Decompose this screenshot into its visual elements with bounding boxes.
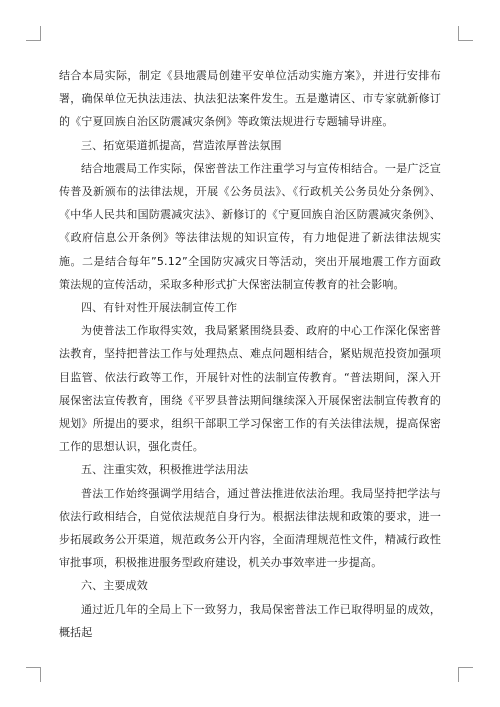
paragraph-section-4: 为使普法工作取得实效，我局紧紧围绕县委、政府的中心工作深化保密普法教育，坚持把普法工作与处理热点、难点问题相结合，紧贴规范投资加强项目监管、依法行政等工作，开展针对性的法制宣传教育。“普法期间，深入开展保密法宣传教育，围绕《平罗县普法期间继续深入开展保密法制宣传教育的规划》所提出的要求，组织干部职工学习保密工作的有关法律法规，提高保密工作的思想认识，强化责任。 (59, 324, 441, 454)
paragraph-section-6: 通过近几年的全局上下一致努力，我局保密普法工作已取得明显的成效，概括起 (59, 602, 441, 639)
section-heading-6: 六、主要成效 (81, 579, 148, 593)
crop-mark-bottom-right (458, 667, 473, 682)
paragraph-section-5: 普法工作始终强调学用结合，通过普法推进依法治理。我局坚持把学法与依法行政相结合，自觉依法规范自身行为。根据法律法规和政策的要求，进一步拓展政务公开渠道，规范政务公开内容，全面清理规范性文件，精减行政性审批事项，积极推进服务型政府建设，机关办事效率进一步提高。 (59, 486, 441, 570)
crop-mark-top-left (26, 26, 41, 41)
section-heading-3: 三、拓宽渠道抓提高，营造浓厚普法氛围 (81, 138, 282, 152)
crop-mark-bottom-left (26, 667, 41, 682)
paragraph-section-3: 结合地震局工作实际，保密普法工作注重学习与宣传相结合。一是广泛宣传普及新颁布的法律法规，开展《公务员法》、《行政机关公务员处分条例》、《中华人民共和国防震减灾法》、新修订的《宁夏回族自治区防震减灾条例》、《政府信息公开条例》等法律法规的知识宣传，有力地促进了新法律法规实施。二是结合每年”5.12”全国防灾减灾日等活动，突出开展地震工作方面政策法规的宣传活动，采取多种形式扩大保密法制宣传教育的社会影响。 (59, 161, 441, 291)
crop-mark-top-right (458, 26, 473, 41)
section-heading-5: 五、注重实效，积极推进学法用法 (81, 463, 249, 477)
document-body (59, 64, 441, 644)
paragraph-continuation: 结合本局实际，制定《县地震局创建平安单位活动实施方案》，并进行安排布署，确保单位无执法违法、执法犯法案件发生。五是邀请区、市专家就新修订的《宁夏回族自治区防震减灾条例》等政策法规进行专题辅导讲座。 (59, 69, 441, 129)
section-heading-4: 四、有针对性开展法制宣传工作 (81, 301, 238, 315)
